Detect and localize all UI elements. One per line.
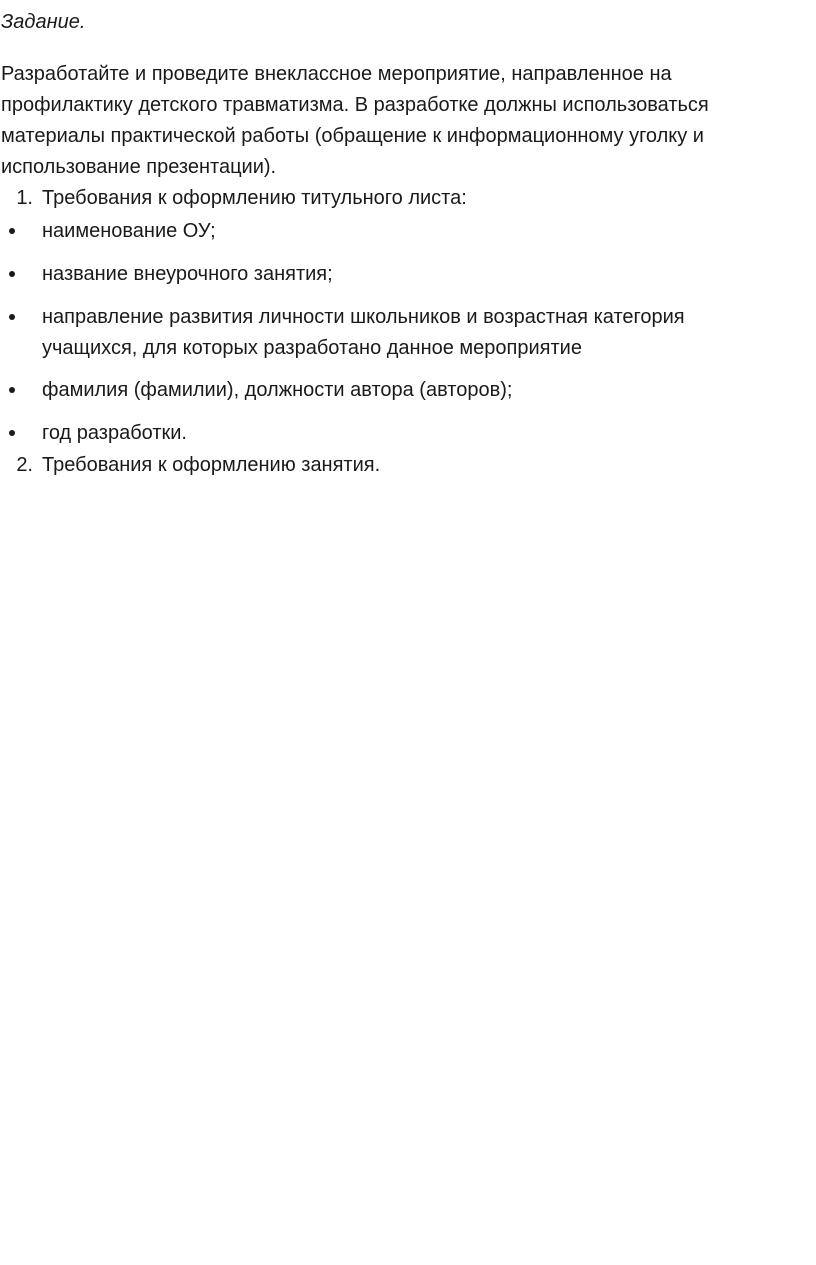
bullet-item-text: фамилия (фамилии), должности автора (авторов); (42, 379, 513, 401)
bullet-item-line: учащихся, для которых разработано данное мероприятие (42, 337, 582, 359)
bullet-item-text (42, 302, 685, 364)
bullet-icon (9, 377, 17, 403)
intro-line: профилактику детского травматизма. В разработке должны использоваться (1, 94, 709, 116)
bullet-icon (9, 261, 17, 287)
intro-paragraph (1, 59, 771, 183)
bullet-item-text: год разработки. (42, 422, 187, 444)
intro-line: Разработайте и проведите внеклассное мероприятие, направленное на (1, 63, 672, 85)
bullet-icon (9, 304, 17, 330)
bullet-item-text: название внеурочного занятия; (42, 263, 333, 285)
bullet-icon (9, 218, 17, 244)
numbered-item-text: Требования к оформлению титульного листа: (42, 187, 467, 209)
numbered-item-text: Требования к оформлению занятия. (42, 454, 381, 476)
intro-line: использование презентации). (1, 156, 277, 178)
list-number: 2. (16, 454, 33, 476)
list-number: 1. (16, 187, 33, 209)
bullet-item-text: наименование ОУ; (42, 220, 216, 242)
bullet-icon (9, 420, 17, 446)
intro-line: материалы практической работы (обращение к информационному уголку и (1, 125, 704, 147)
task-heading: Задание. (1, 11, 86, 33)
bullet-item-line: направление развития личности школьников и возрастная категория (42, 306, 685, 328)
